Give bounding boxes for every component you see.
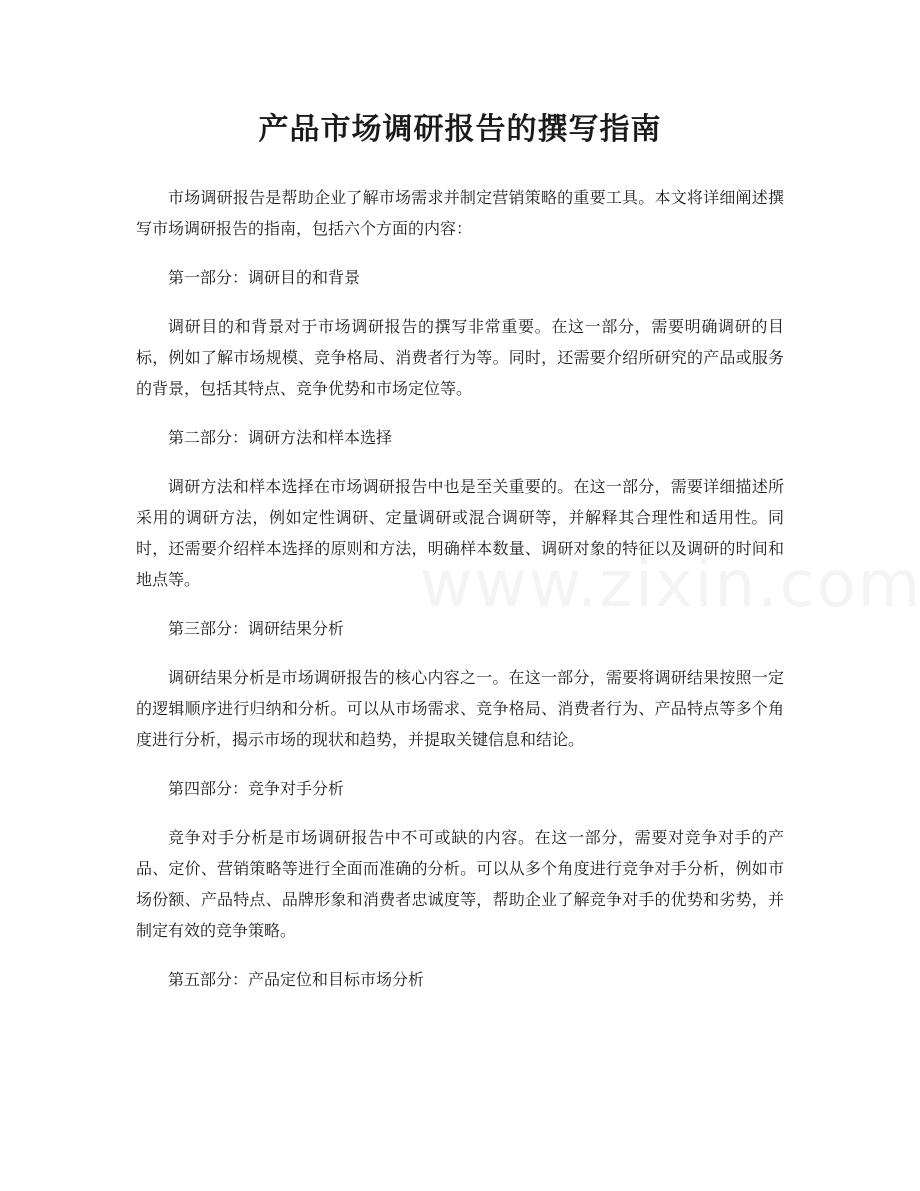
section-heading-5: 第五部分：产品定位和目标市场分析	[168, 970, 425, 989]
section-body-4: 竞争对手分析是市场调研报告中不可或缺的内容。在这一部分，需要对竞争对手的产品、定价、营销策略等进行全面而准确的分析。可以从多个角度进行竞争对手分析，例如市场份额、产品特点、品牌形象和消费者忠诚度等，帮助企业了解竞争对手的优势和劣势，并制定有效的竞争策略。	[136, 828, 784, 940]
intro-paragraph: 市场调研报告是帮助企业了解市场需求并制定营销策略的重要工具。本文将详细阐述撰写市场调研报告的指南，包括六个方面的内容：	[136, 188, 784, 238]
document-body	[136, 182, 784, 1013]
document-title: 产品市场调研报告的撰写指南	[258, 112, 662, 147]
section-body-1: 调研目的和背景对于市场调研报告的撰写非常重要。在这一部分，需要明确调研的目标，例如了解市场规模、竞争格局、消费者行为等。同时，还需要介绍所研究的产品或服务的背景，包括其特点、竞争优势和市场定位等。	[136, 317, 784, 398]
section-body-2: 调研方法和样本选择在市场调研报告中也是至关重要的。在这一部分，需要详细描述所采用的调研方法，例如定性调研、定量调研或混合调研等，并解释其合理性和适用性。同时，还需要介绍样本选择的原则和方法，明确样本数量、调研对象的特征以及调研的时间和地点等。	[136, 477, 784, 589]
section-heading-3: 第三部分：调研结果分析	[168, 619, 345, 638]
section-heading-2: 第二部分：调研方法和样本选择	[168, 428, 393, 447]
section-body-3: 调研结果分析是市场调研报告的核心内容之一。在这一部分，需要将调研结果按照一定的逻辑顺序进行归纳和分析。可以从市场需求、竞争格局、消费者行为、产品特点等多个角度进行分析，揭示市场的现状和趋势，并提取关键信息和结论。	[136, 668, 784, 749]
section-heading-4: 第四部分：竞争对手分析	[168, 779, 345, 798]
section-heading-1: 第一部分：调研目的和背景	[168, 268, 361, 287]
